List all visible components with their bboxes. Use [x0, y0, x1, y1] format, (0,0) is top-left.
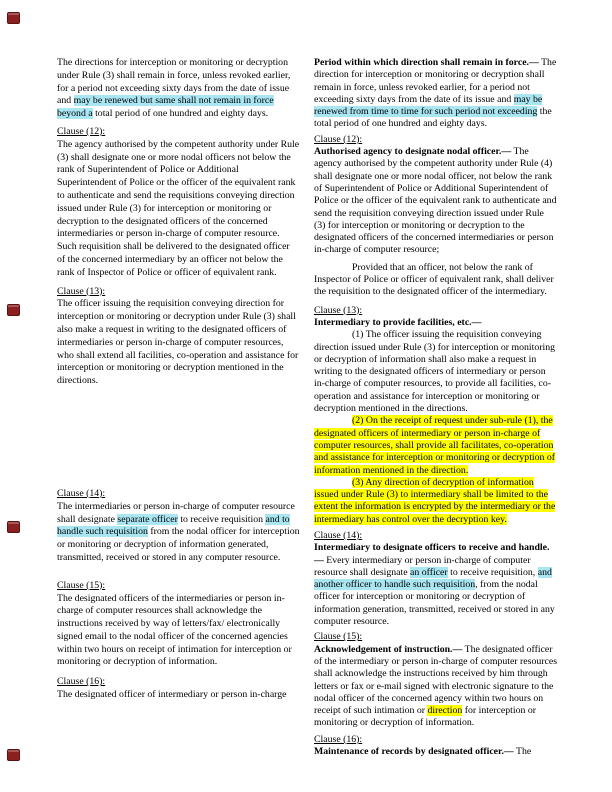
- paragraph: [57, 298, 300, 388]
- text-run: , from the nodal officer for interception or monitoring or decryption of information generation, transmitted, received or stored in any computer resource.: [314, 579, 555, 628]
- paragraph: [57, 593, 300, 670]
- bold-lead: Acknowledgement of instruction.—: [314, 643, 463, 655]
- highlight-yellow: (2) On the receipt of request under sub-rule (1), the designated officers of intermediary or person in-charge of computer resources, shall provide all facilitates, co-operation and assistance for interception or monitoring or decryption of information mentioned in the direction.: [314, 415, 556, 476]
- bold-lead: Intermediary to designate officers to receive and handle.—: [314, 542, 550, 566]
- paragraph: [314, 146, 557, 257]
- annotation-note-icon[interactable]: [7, 12, 20, 24]
- text-run: from the nodal officer for interception or monitoring or decryption of information generated, transmitted, received or stored in any computer resource.: [57, 526, 300, 563]
- clause-heading: Clause (14):: [57, 487, 106, 499]
- text-run: total period of one hundred and eighty days.: [92, 108, 269, 120]
- clause-heading: Clause (15):: [314, 631, 363, 643]
- text-run: for interception or monitoring or decryption of information.: [314, 705, 537, 729]
- text-run: The agency authorised by the competent authority under Rule (4) shall designate one or more nodal officer, not below the rank of Superintendent of Police or Additional Superintendent of Police or the officer of the equivalent rank to authenticate and send the requisition conveying direction issued under Rule (3) for interception or monitoring or decryption to the designated officers of the concerned intermediaries or person in-charge of computer resource;: [314, 146, 557, 256]
- clause-heading: Clause (13):: [314, 304, 363, 316]
- text-run: to receive requisition: [177, 513, 266, 525]
- paragraph: [57, 689, 300, 702]
- highlight-cyan: and another officer to handle such requisition: [314, 566, 552, 591]
- bold-lead: Period within which direction shall remain in force.—: [314, 57, 539, 68]
- text-run: The agency authorised by the competent authority under Rule (3) shall designate one or more nodal officers not below the rank of Superintendent of Police or Additional Superintendent of Police or the officer of the equivalent rank to authenticate and send the requisitions conveying direction issued under Rule (3) for interception or monitoring or decryption to the designated officers of the concerned intermediaries or person in-charge of computer resource. Such requisition shall be delivered to the designated officer of the concerned intermediary by an officer not below the rank of Inspector of Police or officer of equivalent rank.: [57, 138, 300, 278]
- text-run: The: [513, 746, 532, 758]
- clause-heading: Clause (12):: [57, 125, 106, 137]
- paragraph: [314, 262, 557, 299]
- bold-lead: Intermediary to provide facilities, etc.—: [314, 316, 482, 328]
- text-run: Every intermediary or person in-charge of computer resource shall designate: [314, 554, 531, 578]
- highlight-cyan: may be renewed from time to time for such period not exceeding: [314, 93, 543, 118]
- clause-heading: Clause (16):: [314, 733, 363, 745]
- annotation-note-icon[interactable]: [7, 521, 20, 533]
- bold-lead: Authorised agency to designate nodal officer.—: [314, 146, 512, 158]
- paragraph: [314, 477, 557, 526]
- left-column: [57, 57, 300, 702]
- clause-heading: Clause (13):: [57, 285, 106, 297]
- paragraph: [57, 501, 300, 565]
- paragraph: [314, 57, 557, 131]
- highlight-cyan: may be renewed but same shall not remain in force beyond a: [57, 95, 274, 120]
- paragraph: [314, 746, 557, 758]
- highlight-cyan: an officer: [410, 566, 448, 578]
- paragraph: [314, 317, 557, 329]
- paragraph: [314, 329, 557, 415]
- right-column: [314, 57, 557, 758]
- annotation-note-icon[interactable]: [7, 304, 20, 316]
- text-run: The directions for interception or monitoring or decryption under Rule (3) shall remain in force, unless revoked earlier, for a period not exceeding sixty days from the date of issue and: [57, 57, 291, 107]
- clause-heading: Clause (14):: [314, 529, 363, 541]
- clause-heading: Clause (16):: [57, 676, 106, 688]
- highlight-yellow: direction: [427, 705, 463, 717]
- bold-lead: Maintenance of records by designated officer.—: [314, 746, 514, 758]
- text-run: The designated officer of intermediary or person in-charge: [57, 689, 287, 701]
- text-run: Provided that an officer, not below the rank of Inspector of Police or officer of equivalent rank, shall deliver the requisition to the designated officer of the intermediary.: [314, 261, 554, 298]
- text-run: The direction for interception or monitoring or decryption shall remain in force, unless revoked earlier, for a period not exceeding sixty days from the date of its issue and: [314, 57, 557, 105]
- paragraph: [57, 139, 300, 280]
- text-run: The intermediaries or person in-charge of computer resource shall designate: [57, 500, 295, 525]
- paragraph: [57, 57, 300, 121]
- paragraph: [314, 542, 557, 628]
- text-run: the total period of one hundred and eighty days.: [314, 106, 552, 130]
- text-run: (1) The officer issuing the requisition conveying direction issued under Rule (3) for interception or monitoring or decryption of information shall also make a request in writing to the designated officers of intermediary or person in-charge of computer resources, to provide all facilities, co-operation and assistance for interception or monitoring or decryption mentioned in the directions.: [314, 329, 556, 415]
- highlight-cyan: and to handle such requisition: [57, 513, 290, 538]
- highlight-yellow: (3) Any direction of decryption of information issued under Rule (3) to intermediary shall be limited to the extent the information is encrypted by the intermediary or the intermediary has control over the decryption key.: [314, 476, 556, 525]
- text-run: The officer issuing the requisition conveying direction for interception or monitoring or decryption under Rule (3) shall also make a request in writing to the designated officers of intermediaries or person in-charge of computer resources, who shall extend all facilities, co-operation and assistance for interception or monitoring or decryption mentioned in the directions.: [57, 298, 299, 387]
- text-run: The designated officers of the intermediaries or person in-charge of computer resources shall acknowledge the instructions received by way of letters/fax/ electronically signed email to the nodal officer of the concerned agencies within two hours on receipt of intimation for interception or monitoring or decryption of information.: [57, 592, 292, 668]
- highlight-cyan: separate officer: [117, 513, 178, 525]
- text-run: to receive requisition,: [447, 566, 538, 578]
- clause-heading: Clause (15):: [57, 579, 106, 591]
- text-run: The designated officer of the intermediary or person in-charge of computer resources shall acknowledge the instructions received by him through letters or fax or e-mail signed with electronic signature to the nodal officer of the concerned agency within two hours on receipt of such intimation or: [314, 643, 558, 717]
- annotation-note-icon[interactable]: [7, 749, 20, 761]
- clause-heading: Clause (12):: [314, 133, 363, 145]
- paragraph: [314, 644, 557, 730]
- paragraph: [314, 415, 557, 476]
